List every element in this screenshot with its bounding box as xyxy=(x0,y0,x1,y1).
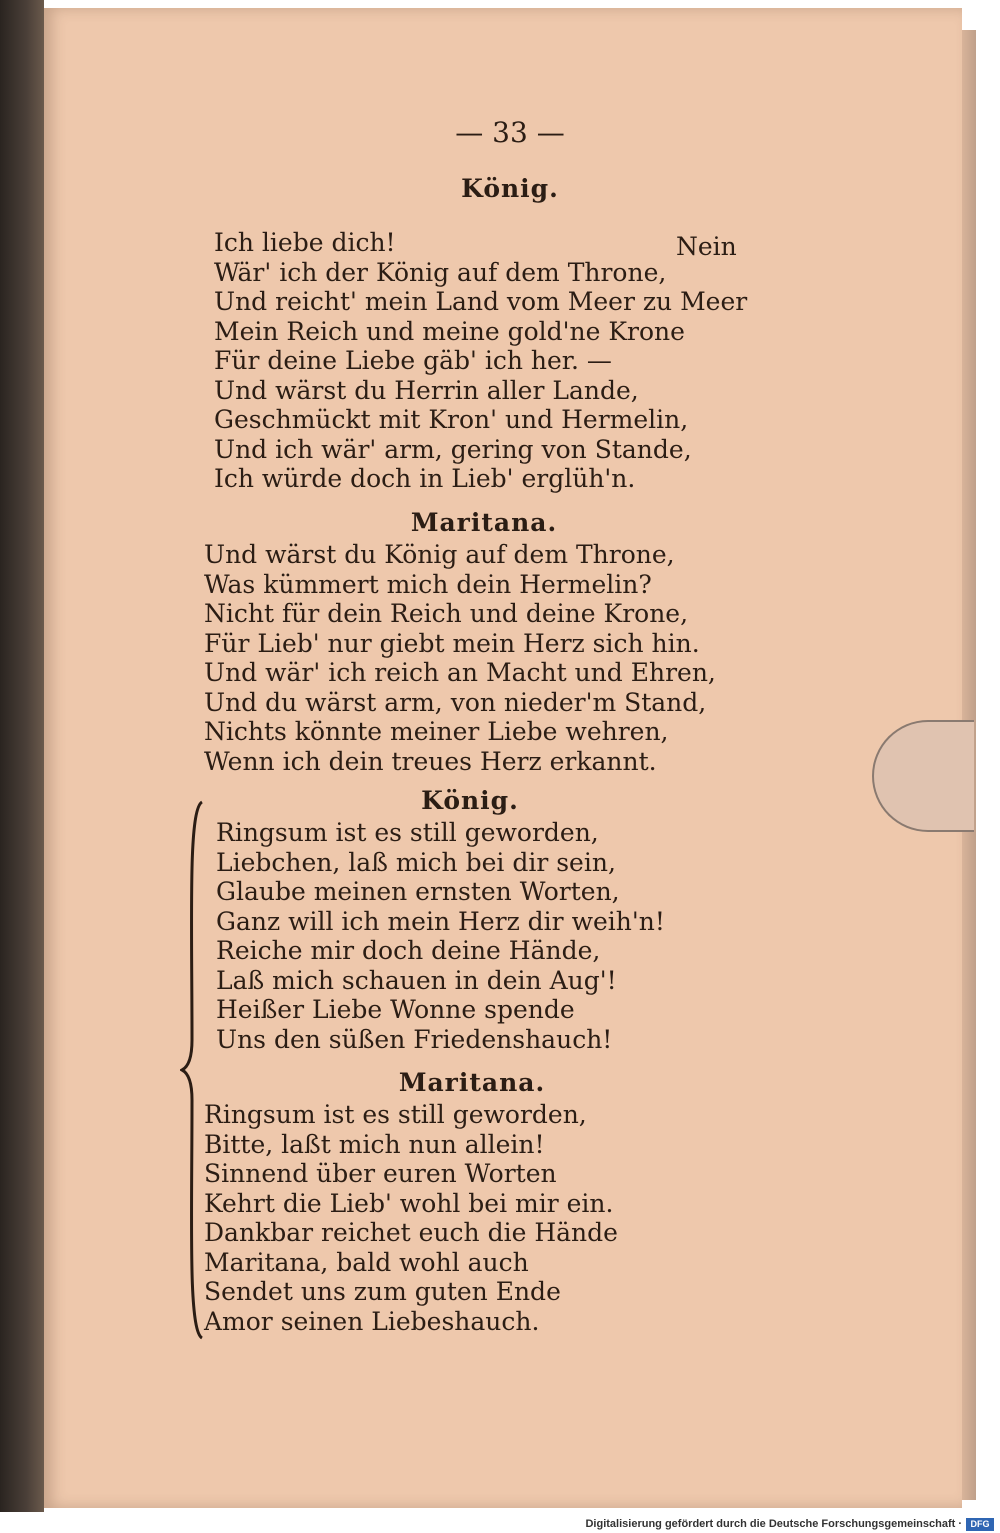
verse-line: Uns den süßen Friedenshauch! xyxy=(216,1024,613,1054)
verse-line: Ringsum ist es still geworden, xyxy=(204,1100,587,1129)
verse-line: Geschmückt mit Kron' und Hermelin, xyxy=(214,405,689,434)
speaker-heading-2: Maritana. xyxy=(410,508,558,537)
verse-block-2 xyxy=(204,540,716,776)
verse-line: Nicht für dein Reich und deine Krone, xyxy=(204,599,689,628)
verse-line: Bitte, laßt mich nun allein! xyxy=(204,1129,545,1159)
verse-line: Ringsum ist es still geworden, xyxy=(216,818,599,847)
book-spine xyxy=(0,0,44,1512)
verse-block-4 xyxy=(204,1100,618,1336)
verse-line: Was kümmert mich dein Hermelin? xyxy=(204,569,652,599)
verse-line: Laß mich schauen in dein Aug'! xyxy=(216,965,617,995)
verse-line: Amor seinen Liebeshauch. xyxy=(204,1306,540,1336)
verse-block-1 xyxy=(214,228,747,494)
verse-line: Für Lieb' nur giebt mein Herz sich hin. xyxy=(204,628,700,658)
verse-line: Maritana, bald wohl auch xyxy=(204,1247,529,1277)
dfg-logo-icon: DFG xyxy=(966,1518,994,1531)
verse-line: Heißer Liebe Wonne spende xyxy=(216,995,575,1024)
page-tab xyxy=(872,720,974,832)
verse-line: Und wärst du König auf dem Throne, xyxy=(204,540,675,569)
speaker-heading-4: Maritana. xyxy=(398,1068,546,1097)
verse-line: Dankbar reichet euch die Hände xyxy=(204,1218,618,1247)
verse-line: Und wär' ich reich an Macht und Ehren, xyxy=(204,658,716,687)
speaker-heading-3: König. xyxy=(421,786,519,815)
verse-line: Nichts könnte meiner Liebe wehren, xyxy=(204,717,669,746)
duet-brace xyxy=(180,800,204,1340)
verse-line: Und reicht' mein Land vom Meer zu Meer xyxy=(214,287,748,316)
verse-line: Und ich wär' arm, gering von Stande, xyxy=(214,434,692,464)
verse-line: Wär' ich der König auf dem Throne, xyxy=(214,257,667,287)
verse-line: Mein Reich und meine gold'ne Krone xyxy=(214,316,685,346)
verse-line: Sendet uns zum guten Ende xyxy=(204,1277,561,1306)
page-number: — 33 — xyxy=(455,116,565,149)
verse-line: Sinnend über euren Worten xyxy=(204,1159,557,1188)
verse-line: Ganz will ich mein Herz dir weih'n! xyxy=(216,906,665,936)
verse-line: Ich liebe dich! xyxy=(214,228,396,257)
margin-word: Nein xyxy=(676,232,737,261)
verse-line: Für deine Liebe gäb' ich her. — xyxy=(214,346,612,375)
verse-line: Ich würde doch in Lieb' erglüh'n. xyxy=(214,464,636,493)
verse-line: Kehrt die Lieb' wohl bei mir ein. xyxy=(204,1188,614,1218)
verse-line: Wenn ich dein treues Herz erkannt. xyxy=(204,746,657,776)
verse-line: Reiche mir doch deine Hände, xyxy=(216,936,601,965)
verse-line: Liebchen, laß mich bei dir sein, xyxy=(216,847,616,877)
footer-credit: Digitalisierung gefördert durch die Deutsche Forschungsgemeinschaft · xyxy=(585,1518,962,1530)
verse-line: Und du wärst arm, von nieder'm Stand, xyxy=(204,687,707,717)
verse-block-3 xyxy=(216,818,665,1054)
speaker-heading-1: König. xyxy=(461,174,559,203)
verse-line: Und wärst du Herrin aller Lande, xyxy=(214,375,639,405)
verse-line: Glaube meinen ernsten Worten, xyxy=(216,877,620,906)
